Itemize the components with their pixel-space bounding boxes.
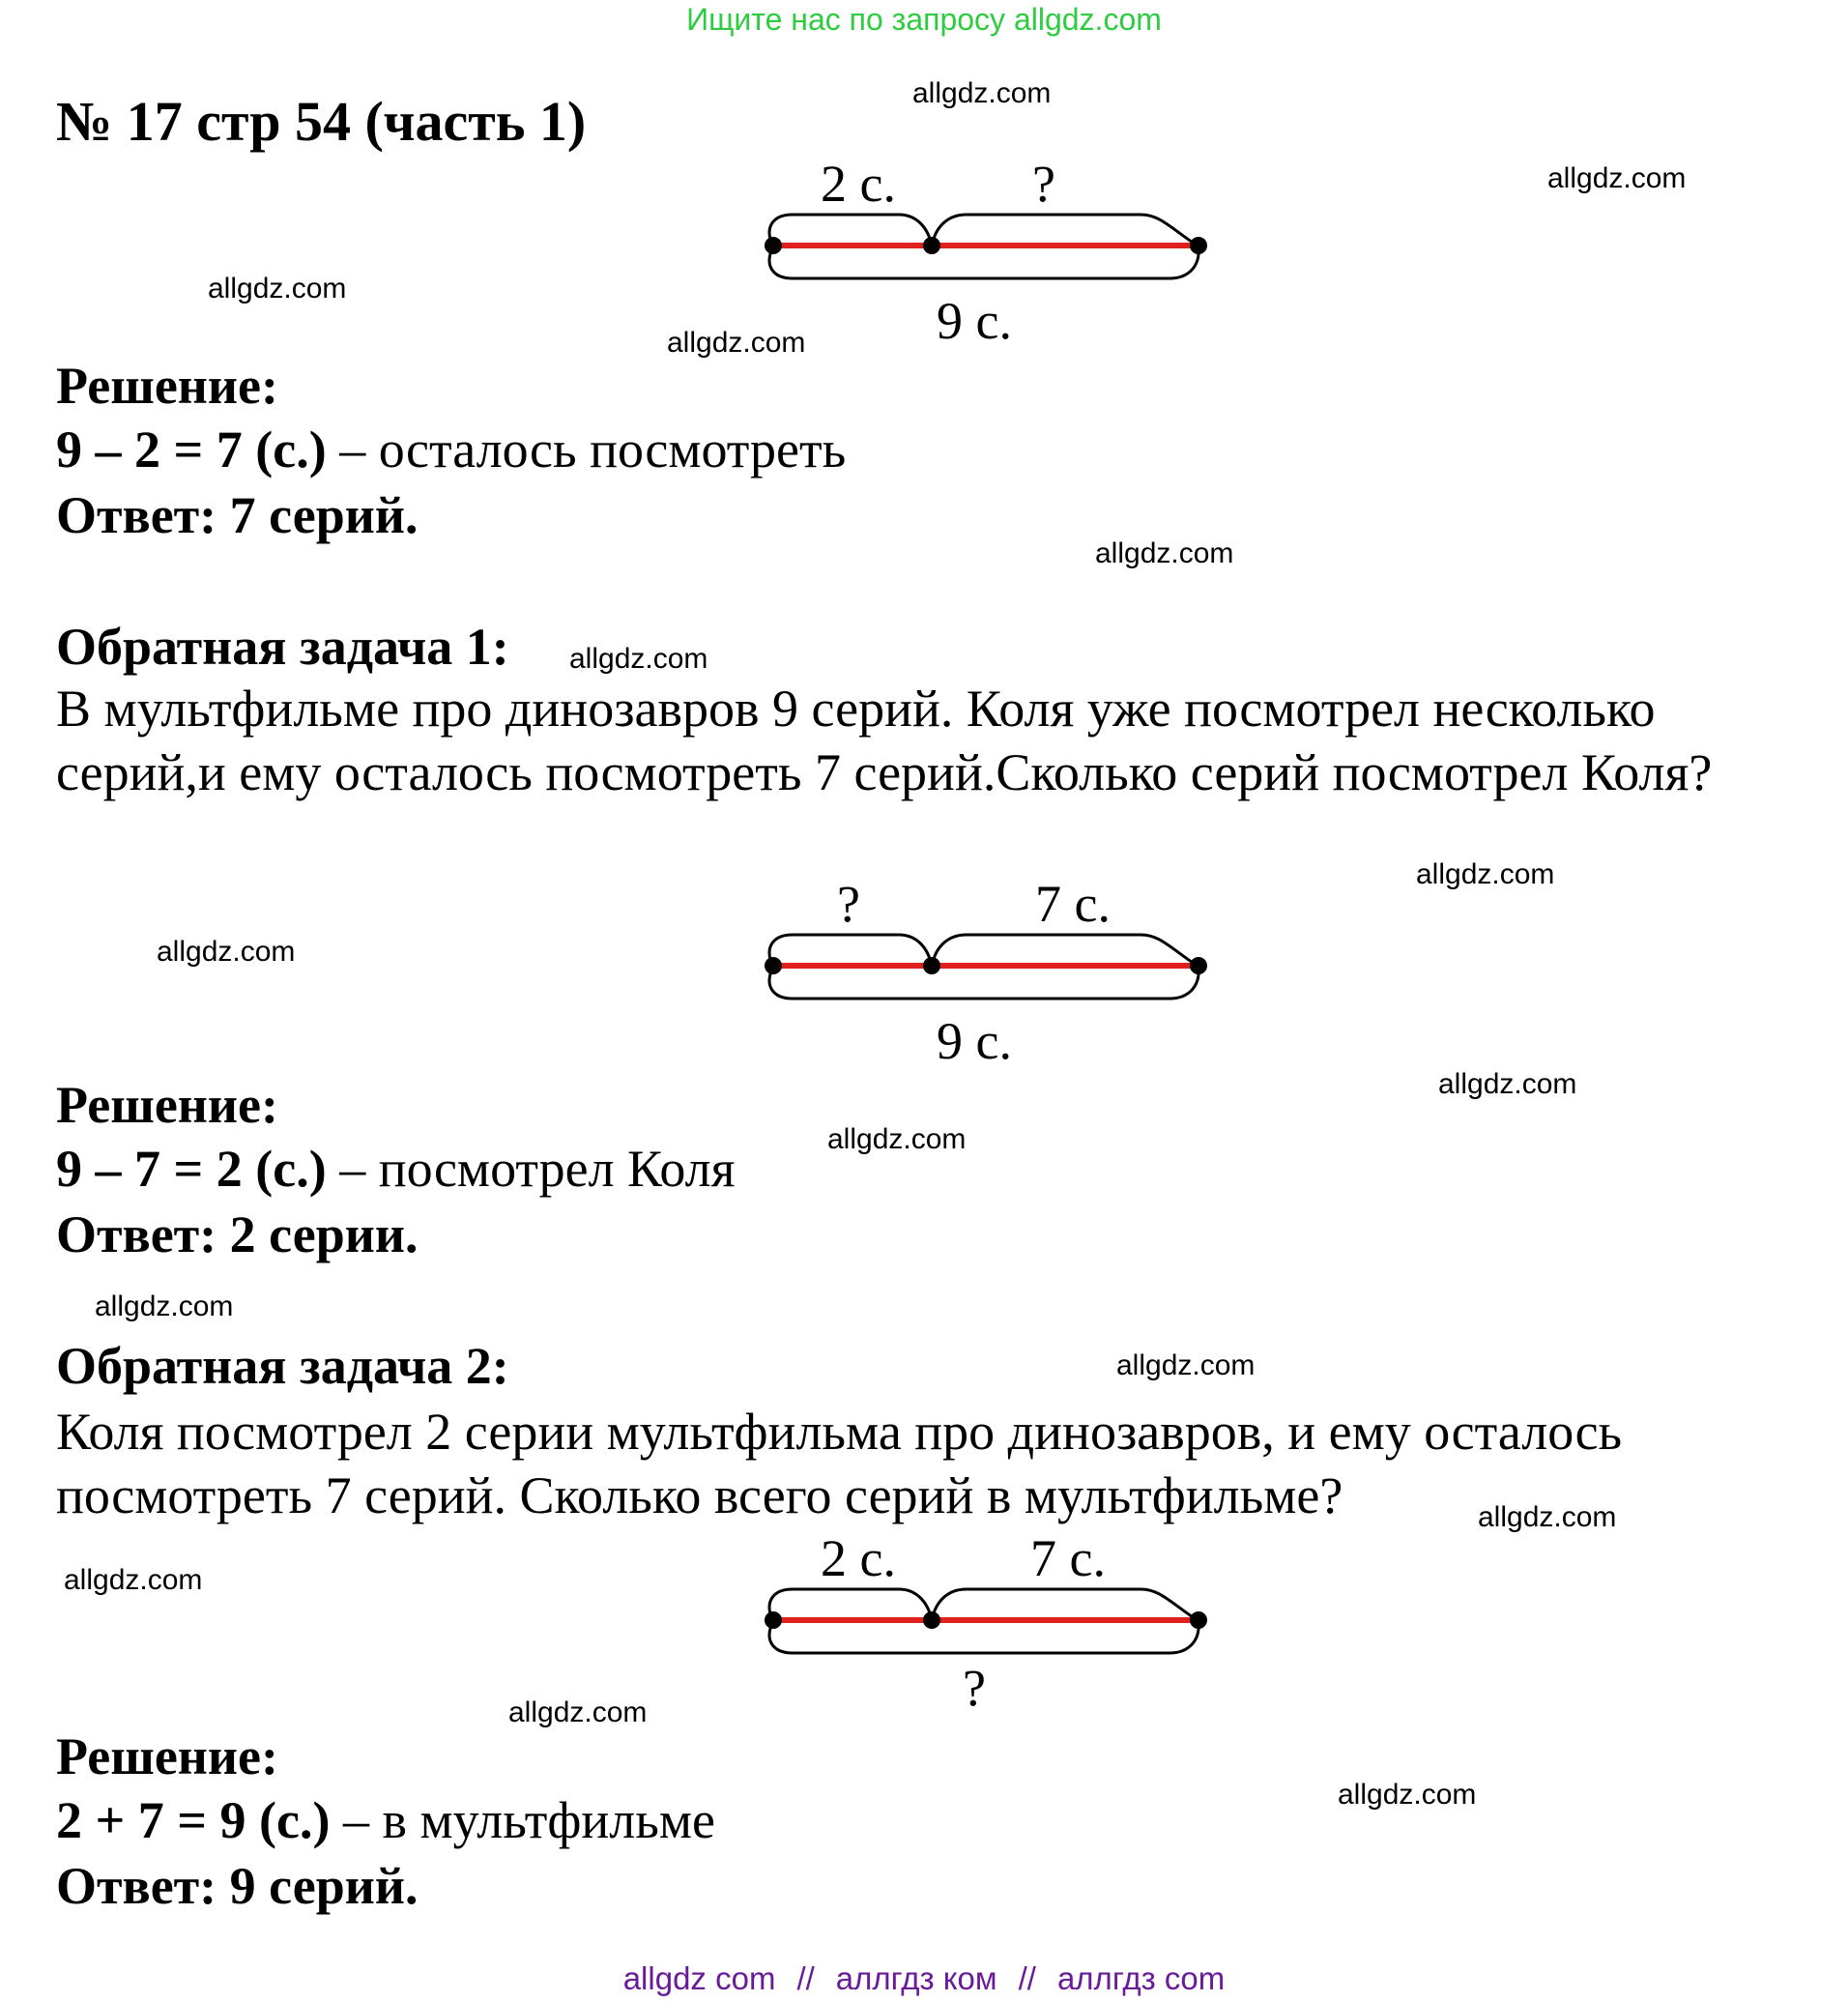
solution-line	[56, 420, 846, 479]
brace-total	[769, 1621, 1198, 1653]
watermark: allgdz.com	[827, 1123, 967, 1155]
watermark: allgdz.com	[64, 1564, 203, 1596]
watermark: allgdz.com	[1416, 858, 1555, 890]
solution-explanation: – осталось посмотреть	[326, 420, 847, 478]
segment-point	[923, 1611, 940, 1629]
watermark: allgdz.com	[95, 1290, 234, 1322]
watermark: allgdz.com	[1547, 162, 1687, 194]
footer-link[interactable]: аллгдз com	[1056, 1960, 1226, 1996]
segment-point	[923, 237, 940, 254]
watermark: allgdz.com	[1338, 1779, 1477, 1811]
watermark: allgdz.com	[208, 273, 347, 304]
diagram-total-label: ?	[963, 1659, 986, 1717]
inverse-task-text: В мультфильме про динозавров 9 серий. Коля уже посмотрел несколько серий,и ему осталось посмотреть 7 серий.Сколько серий посмотрел Коля?	[56, 680, 1713, 801]
solution-equation: 2 + 7 = 9 (с.)	[56, 1791, 331, 1849]
diagram-left-label: ?	[837, 875, 860, 933]
solution-heading: Решение:	[56, 357, 278, 415]
brace-total	[769, 246, 1198, 278]
answer-line: Ответ: 2 серии.	[56, 1205, 419, 1263]
solution-heading: Решение:	[56, 1727, 278, 1785]
watermark: allgdz.com	[912, 77, 1052, 109]
diagram-right-label: ?	[1032, 155, 1055, 213]
footer-separator: //	[796, 1960, 815, 1996]
diagram-left-label: 2 с.	[821, 1529, 896, 1587]
brace-right-part	[932, 215, 1198, 246]
diagram-right-label: 7 с.	[1035, 875, 1111, 933]
footer-link[interactable]: allgdz com	[622, 1960, 776, 1996]
page-title: № 17 стр 54 (часть 1)	[56, 90, 587, 153]
watermark: allgdz.com	[569, 643, 708, 675]
top-banner: Ищите нас по запросу allgdz.com	[686, 2, 1162, 37]
diagram-total-label: 9 с.	[937, 292, 1012, 350]
segment-diagram-1	[754, 155, 1218, 358]
answer-line: Ответ: 9 серий.	[56, 1857, 419, 1915]
brace-right-part	[932, 935, 1198, 967]
segment-point	[1190, 237, 1207, 254]
watermark: allgdz.com	[508, 1696, 648, 1728]
segment-point	[923, 957, 940, 974]
brace-right-part	[932, 1589, 1198, 1621]
brace-left-part	[769, 1589, 932, 1621]
inverse-task-heading: Обратная задача 2:	[56, 1337, 509, 1395]
solution-equation: 9 – 7 = 2 (с.)	[56, 1140, 327, 1198]
solution-explanation: – в мультфильме	[330, 1791, 715, 1849]
segment-diagram-3	[754, 1529, 1218, 1732]
diagram-total-label: 9 с.	[937, 1012, 1012, 1070]
footer-links	[0, 1960, 1848, 1997]
watermark: allgdz.com	[1438, 1068, 1577, 1100]
brace-left-part	[769, 935, 932, 967]
inverse-task-heading: Обратная задача 1:	[56, 618, 509, 676]
solution-explanation: – посмотрел Коля	[326, 1140, 736, 1198]
segment-point	[765, 237, 782, 254]
footer-link[interactable]: аллгдз ком	[835, 1960, 997, 1996]
watermark: allgdz.com	[1478, 1501, 1617, 1533]
watermark: allgdz.com	[1095, 537, 1234, 569]
solution-line	[56, 1790, 715, 1850]
watermark: allgdz.com	[157, 936, 296, 968]
inverse-task-text: Коля посмотрел 2 серии мультфильма про динозавров, и ему осталось посмотреть 7 серий. Сколько всего серий в мультфильме?	[56, 1403, 1623, 1524]
solution-heading: Решение:	[56, 1076, 278, 1134]
footer-separator: //	[1018, 1960, 1036, 1996]
segment-point	[1190, 1611, 1207, 1629]
answer-line: Ответ: 7 серий.	[56, 486, 419, 544]
diagram-right-label: 7 с.	[1030, 1529, 1106, 1587]
segment-point	[1190, 957, 1207, 974]
diagram-left-label: 2 с.	[821, 155, 896, 213]
segment-diagram-2	[754, 875, 1218, 1078]
segment-point	[765, 957, 782, 974]
solution-line	[56, 1139, 735, 1199]
watermark: allgdz.com	[1116, 1349, 1256, 1381]
solution-equation: 9 – 2 = 7 (с.)	[56, 420, 327, 478]
segment-point	[765, 1611, 782, 1629]
brace-total	[769, 967, 1198, 999]
brace-left-part	[769, 215, 932, 246]
watermark: allgdz.com	[667, 327, 806, 359]
